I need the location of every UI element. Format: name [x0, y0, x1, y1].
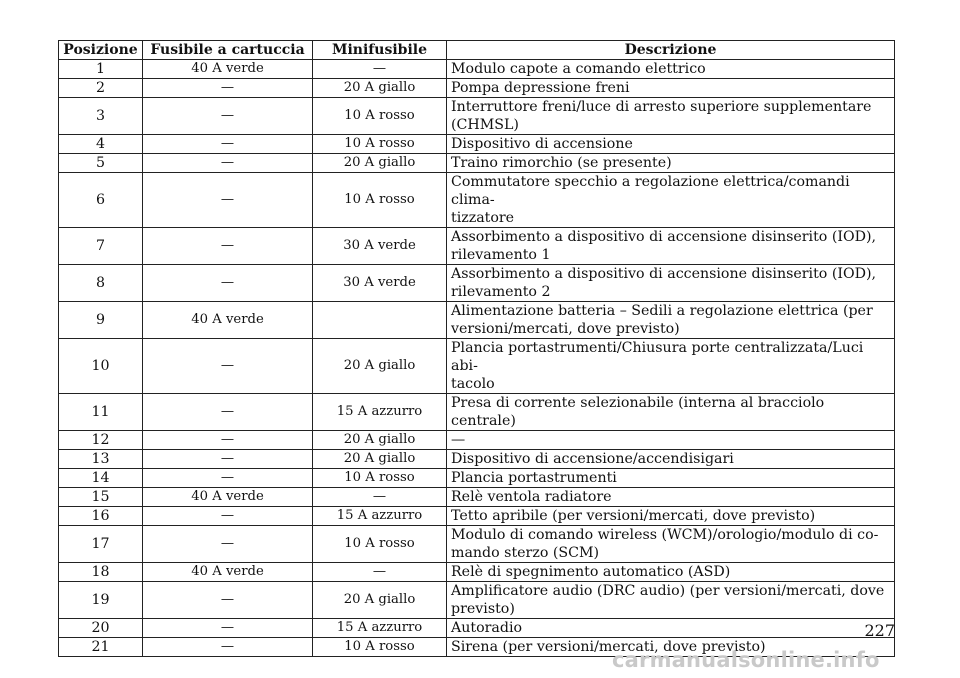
cell-description: [447, 582, 895, 619]
cell-description: [447, 60, 895, 79]
cell-description: [447, 265, 895, 302]
header-description: Descrizione: [447, 41, 895, 60]
description-line: previsto): [451, 601, 515, 617]
cell-description: [447, 339, 895, 394]
cell-position: 8: [59, 265, 143, 302]
cell-cartridge-fuse: —: [143, 582, 313, 619]
fuse-table: [58, 40, 895, 657]
table-row: [59, 135, 895, 154]
cell-mini-fuse: 10 A rosso: [313, 638, 447, 657]
header-cartridge-fuse: Fusibile a cartuccia: [143, 41, 313, 60]
table-row: [59, 469, 895, 488]
cell-mini-fuse: 10 A rosso: [313, 98, 447, 135]
cell-mini-fuse: 10 A rosso: [313, 526, 447, 563]
cell-position: 17: [59, 526, 143, 563]
table-row: [59, 563, 895, 582]
table-row: [59, 431, 895, 450]
table-row: [59, 79, 895, 98]
description-line: Tetto apribile (per versioni/mercati, dove previsto): [451, 508, 816, 524]
cell-cartridge-fuse: —: [143, 469, 313, 488]
cell-mini-fuse: 20 A giallo: [313, 431, 447, 450]
cell-cartridge-fuse: 40 A verde: [143, 563, 313, 582]
cell-position: 12: [59, 431, 143, 450]
description-line: Relè di spegnimento automatico (ASD): [451, 564, 731, 580]
cell-cartridge-fuse: —: [143, 638, 313, 657]
cell-position: 21: [59, 638, 143, 657]
cell-mini-fuse: —: [313, 60, 447, 79]
table-row: [59, 98, 895, 135]
description-line: tacolo: [451, 376, 495, 392]
cell-cartridge-fuse: 40 A verde: [143, 302, 313, 339]
cell-cartridge-fuse: —: [143, 431, 313, 450]
cell-mini-fuse: 15 A azzurro: [313, 619, 447, 638]
cell-description: [447, 154, 895, 173]
cell-description: [447, 228, 895, 265]
table-row: [59, 339, 895, 394]
cell-cartridge-fuse: —: [143, 228, 313, 265]
table-row: [59, 450, 895, 469]
cell-position: 3: [59, 98, 143, 135]
cell-mini-fuse: 30 A verde: [313, 228, 447, 265]
cell-cartridge-fuse: —: [143, 526, 313, 563]
cell-cartridge-fuse: —: [143, 173, 313, 228]
cell-mini-fuse: 20 A giallo: [313, 79, 447, 98]
description-line: Commutatore specchio a regolazione elettrica/comandi clima-: [451, 174, 850, 208]
description-line: tizzatore: [451, 210, 515, 226]
table-row: [59, 60, 895, 79]
cell-cartridge-fuse: —: [143, 394, 313, 431]
cell-position: 5: [59, 154, 143, 173]
table-body: [59, 60, 895, 657]
cell-mini-fuse: 15 A azzurro: [313, 394, 447, 431]
description-line: Alimentazione batteria – Sedili a regolazione elettrica (per: [451, 303, 873, 319]
cell-description: [447, 431, 895, 450]
description-line: Pompa depressione freni: [451, 80, 630, 96]
table-row: [59, 488, 895, 507]
cell-position: 1: [59, 60, 143, 79]
cell-description: [447, 526, 895, 563]
table-row: [59, 228, 895, 265]
cell-position: 13: [59, 450, 143, 469]
cell-cartridge-fuse: —: [143, 135, 313, 154]
cell-cartridge-fuse: —: [143, 339, 313, 394]
cell-position: 11: [59, 394, 143, 431]
header-position: Posizione: [59, 41, 143, 60]
cell-description: [447, 302, 895, 339]
cell-cartridge-fuse: —: [143, 450, 313, 469]
description-line: Dispositivo di accensione/accendisigari: [451, 451, 734, 467]
cell-description: [447, 469, 895, 488]
description-line: Interruttore freni/luce di arresto superiore supplementare: [451, 99, 872, 115]
cell-description: [447, 135, 895, 154]
cell-cartridge-fuse: —: [143, 98, 313, 135]
description-line: mando sterzo (SCM): [451, 545, 600, 561]
cell-description: [447, 394, 895, 431]
cell-mini-fuse: —: [313, 488, 447, 507]
cell-mini-fuse: [313, 302, 447, 339]
cell-position: 15: [59, 488, 143, 507]
cell-cartridge-fuse: —: [143, 507, 313, 526]
cell-description: [447, 619, 895, 638]
cell-mini-fuse: 10 A rosso: [313, 173, 447, 228]
table-row: [59, 173, 895, 228]
cell-cartridge-fuse: 40 A verde: [143, 488, 313, 507]
cell-cartridge-fuse: —: [143, 79, 313, 98]
cell-position: 16: [59, 507, 143, 526]
table-row: [59, 302, 895, 339]
cell-mini-fuse: —: [313, 563, 447, 582]
cell-mini-fuse: 30 A verde: [313, 265, 447, 302]
table-row: [59, 507, 895, 526]
cell-position: 4: [59, 135, 143, 154]
cell-mini-fuse: 10 A rosso: [313, 135, 447, 154]
table-row: [59, 394, 895, 431]
description-line: Assorbimento a dispositivo di accensione disinserito (IOD),: [451, 229, 877, 245]
cell-position: 10: [59, 339, 143, 394]
cell-cartridge-fuse: —: [143, 619, 313, 638]
cell-mini-fuse: 20 A giallo: [313, 582, 447, 619]
cell-position: 9: [59, 302, 143, 339]
cell-mini-fuse: 10 A rosso: [313, 469, 447, 488]
description-line: —: [451, 432, 466, 448]
cell-position: 18: [59, 563, 143, 582]
cell-description: [447, 563, 895, 582]
cell-position: 2: [59, 79, 143, 98]
description-line: Dispositivo di accensione: [451, 136, 633, 152]
cell-mini-fuse: 15 A azzurro: [313, 507, 447, 526]
table-row: [59, 265, 895, 302]
description-line: Plancia portastrumenti/Chiusura porte centralizzata/Luci abi-: [451, 340, 864, 374]
header-mini-fuse: Minifusibile: [313, 41, 447, 60]
description-line: Plancia portastrumenti: [451, 470, 617, 486]
page-number: 227: [864, 621, 895, 640]
description-line: Sirena (per versioni/mercati, dove previsto): [451, 639, 766, 655]
cell-description: [447, 173, 895, 228]
cell-cartridge-fuse: —: [143, 265, 313, 302]
cell-description: [447, 507, 895, 526]
cell-mini-fuse: 20 A giallo: [313, 339, 447, 394]
cell-mini-fuse: 20 A giallo: [313, 450, 447, 469]
table-row: [59, 582, 895, 619]
cell-description: [447, 450, 895, 469]
cell-cartridge-fuse: 40 A verde: [143, 60, 313, 79]
description-line: rilevamento 2: [451, 284, 551, 300]
cell-position: 20: [59, 619, 143, 638]
cell-cartridge-fuse: —: [143, 154, 313, 173]
description-line: Modulo capote a comando elettrico: [451, 61, 706, 77]
cell-description: [447, 488, 895, 507]
cell-position: 7: [59, 228, 143, 265]
description-line: Relè ventola radiatore: [451, 489, 612, 505]
description-line: Autoradio: [451, 620, 523, 636]
cell-position: 14: [59, 469, 143, 488]
table-row: [59, 619, 895, 638]
table-header-row: [59, 41, 895, 60]
table-row: [59, 154, 895, 173]
description-line: Amplificatore audio (DRC audio) (per versioni/mercati, dove: [451, 583, 885, 599]
description-line: Presa di corrente selezionabile (interna al bracciolo centrale): [451, 395, 825, 429]
description-line: rilevamento 1: [451, 247, 551, 263]
cell-description: [447, 98, 895, 135]
table-row: [59, 526, 895, 563]
cell-mini-fuse: 20 A giallo: [313, 154, 447, 173]
description-line: Modulo di comando wireless (WCM)/orologio/modulo di co-: [451, 527, 879, 543]
watermark: carmanualsonline.info: [612, 648, 880, 672]
cell-description: [447, 79, 895, 98]
description-line: (CHMSL): [451, 117, 519, 133]
description-line: Assorbimento a dispositivo di accensione disinserito (IOD),: [451, 266, 877, 282]
description-line: Traino rimorchio (se presente): [451, 155, 672, 171]
description-line: versioni/mercati, dove previsto): [451, 321, 680, 337]
cell-position: 19: [59, 582, 143, 619]
cell-position: 6: [59, 173, 143, 228]
